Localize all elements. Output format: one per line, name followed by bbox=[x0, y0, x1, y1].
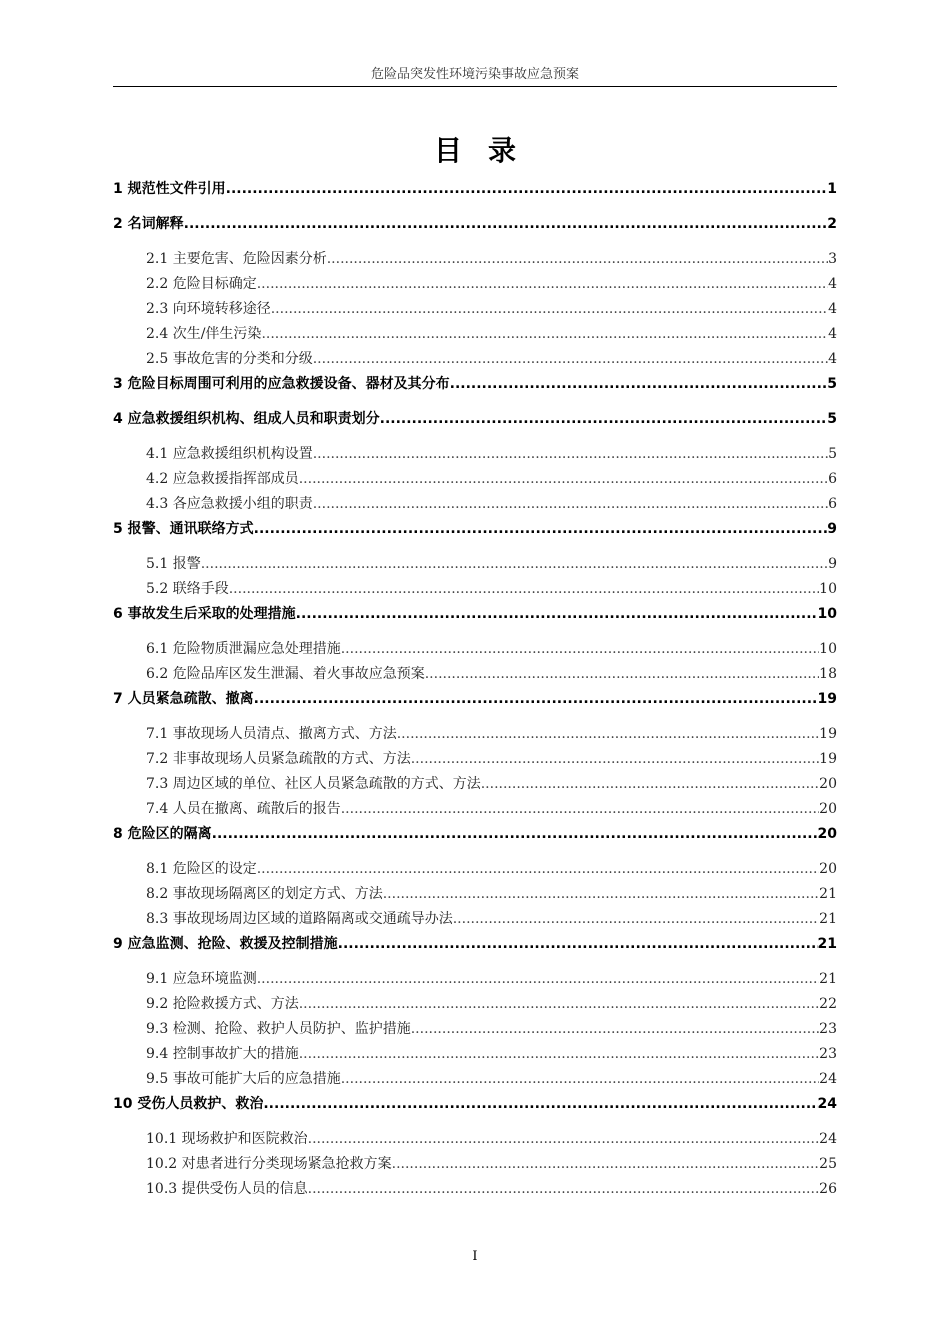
toc-entry-label: 10.2 对患者进行分类现场紧急抢救方案 bbox=[146, 1156, 392, 1172]
toc-entry[interactable] bbox=[146, 468, 837, 490]
toc-dot-leader bbox=[327, 248, 828, 270]
toc-entry-page: 20 bbox=[819, 776, 837, 792]
toc-dot-leader bbox=[226, 178, 828, 200]
toc-entry-page: 9 bbox=[828, 556, 837, 572]
page-number: I bbox=[472, 1249, 478, 1264]
toc-entry-page: 4 bbox=[828, 301, 837, 317]
toc-entry[interactable] bbox=[146, 443, 837, 465]
toc-entry[interactable] bbox=[146, 1018, 837, 1040]
toc-entry-label: 9.2 抢险救援方式、方法 bbox=[146, 996, 299, 1012]
toc-dot-leader bbox=[341, 798, 819, 820]
toc-dot-leader bbox=[271, 298, 828, 320]
toc-dot-leader bbox=[254, 688, 818, 710]
toc-dot-leader bbox=[453, 908, 819, 930]
toc-entry-label: 10 受伤人员救护、救治 bbox=[113, 1096, 264, 1112]
toc-entry[interactable] bbox=[113, 1093, 837, 1115]
toc-entry-page: 23 bbox=[819, 1021, 837, 1037]
toc-entry[interactable] bbox=[146, 798, 837, 820]
toc-entry[interactable] bbox=[146, 1068, 837, 1090]
toc-entry-page: 23 bbox=[819, 1046, 837, 1062]
toc-entry[interactable] bbox=[146, 908, 837, 930]
toc-dot-leader bbox=[481, 773, 819, 795]
toc-entry-page: 22 bbox=[819, 996, 837, 1012]
toc-entry-label: 7.3 周边区域的单位、社区人员紧急疏散的方式、方法 bbox=[146, 776, 481, 792]
toc-dot-leader bbox=[380, 408, 828, 430]
toc-dot-leader bbox=[299, 468, 828, 490]
toc-entry-label: 2.1 主要危害、危险因素分析 bbox=[146, 251, 327, 267]
toc-entry-page: 26 bbox=[819, 1181, 837, 1197]
toc-entry-label: 7.1 事故现场人员清点、撤离方式、方法 bbox=[146, 726, 397, 742]
toc-entry-label: 2.2 危险目标确定 bbox=[146, 276, 257, 292]
toc-entry[interactable] bbox=[146, 493, 837, 515]
toc-entry-label: 7 人员紧急疏散、撤离 bbox=[113, 691, 254, 707]
toc-entry-label: 9.1 应急环境监测 bbox=[146, 971, 257, 987]
toc-entry[interactable] bbox=[146, 883, 837, 905]
toc-entry-label: 9 应急监测、抢险、救援及控制措施 bbox=[113, 936, 338, 952]
toc-entry[interactable] bbox=[146, 773, 837, 795]
toc-entry[interactable] bbox=[146, 1153, 837, 1175]
toc-entry-label: 2.4 次生/伴生污染 bbox=[146, 326, 262, 342]
toc-dot-leader bbox=[299, 993, 819, 1015]
toc-entry[interactable] bbox=[146, 663, 837, 685]
toc-entry[interactable] bbox=[113, 518, 837, 540]
toc-dot-leader bbox=[229, 578, 819, 600]
toc-entry[interactable] bbox=[146, 348, 837, 370]
toc-title: 目录 bbox=[433, 134, 542, 167]
toc-entry[interactable] bbox=[146, 553, 837, 575]
toc-entry[interactable] bbox=[146, 1128, 837, 1150]
toc-entry-label: 10.3 提供受伤人员的信息 bbox=[146, 1181, 308, 1197]
toc-entry-label: 4 应急救援组织机构、组成人员和职责划分 bbox=[113, 411, 380, 427]
toc-dot-leader bbox=[257, 968, 819, 990]
toc-entry-label: 2.5 事故危害的分类和分级 bbox=[146, 351, 313, 367]
toc-dot-leader bbox=[341, 638, 819, 660]
toc-entry[interactable] bbox=[146, 248, 837, 270]
table-of-contents bbox=[113, 0, 837, 1344]
toc-entry-page: 3 bbox=[828, 251, 837, 267]
toc-entry[interactable] bbox=[113, 603, 837, 625]
toc-entry-page: 21 bbox=[819, 971, 837, 987]
toc-entry[interactable] bbox=[113, 823, 837, 845]
toc-entry[interactable] bbox=[146, 1043, 837, 1065]
toc-entry-page: 20 bbox=[819, 801, 837, 817]
toc-entry[interactable] bbox=[113, 688, 837, 710]
toc-dot-leader bbox=[392, 1153, 820, 1175]
toc-entry-label: 3 危险目标周围可利用的应急救援设备、器材及其分布 bbox=[113, 376, 450, 392]
toc-entry-page: 6 bbox=[828, 496, 837, 512]
toc-entry-label: 5.1 报警 bbox=[146, 556, 201, 572]
toc-dot-leader bbox=[383, 883, 819, 905]
toc-dot-leader bbox=[257, 273, 828, 295]
toc-entry-label: 9.4 控制事故扩大的措施 bbox=[146, 1046, 299, 1062]
toc-dot-leader bbox=[257, 858, 819, 880]
toc-entry-label: 5 报警、通讯联络方式 bbox=[113, 521, 254, 537]
toc-entry-page: 20 bbox=[819, 861, 837, 877]
toc-entry-label: 4.3 各应急救援小组的职责 bbox=[146, 496, 313, 512]
toc-entry-label: 4.2 应急救援指挥部成员 bbox=[146, 471, 299, 487]
toc-entry[interactable] bbox=[113, 408, 837, 430]
toc-dot-leader bbox=[308, 1178, 820, 1200]
toc-dot-leader bbox=[308, 1128, 820, 1150]
toc-dot-leader bbox=[201, 553, 828, 575]
toc-entry[interactable] bbox=[146, 993, 837, 1015]
toc-entry[interactable] bbox=[146, 748, 837, 770]
toc-entry-label: 8.1 危险区的设定 bbox=[146, 861, 257, 877]
toc-entry-label: 7.4 人员在撤离、疏散后的报告 bbox=[146, 801, 341, 817]
toc-entry-page: 19 bbox=[819, 726, 837, 742]
toc-entry[interactable] bbox=[113, 213, 837, 235]
toc-entry-label: 7.2 非事故现场人员紧急疏散的方式、方法 bbox=[146, 751, 411, 767]
toc-entry[interactable] bbox=[146, 968, 837, 990]
toc-entry-page: 10 bbox=[819, 581, 837, 597]
toc-entry[interactable] bbox=[146, 298, 837, 320]
toc-dot-leader bbox=[411, 748, 819, 770]
toc-entry-label: 8 危险区的隔离 bbox=[113, 826, 212, 842]
toc-entry[interactable] bbox=[146, 1178, 837, 1200]
toc-entry-page: 5 bbox=[828, 446, 837, 462]
toc-entry-label: 9.3 检测、抢险、救护人员防护、监护措施 bbox=[146, 1021, 411, 1037]
toc-entry-page: 24 bbox=[819, 1131, 837, 1147]
toc-entry-page: 10 bbox=[819, 641, 837, 657]
toc-entry[interactable] bbox=[146, 638, 837, 660]
toc-dot-leader bbox=[425, 663, 819, 685]
toc-entry[interactable] bbox=[113, 178, 837, 200]
toc-entry-page: 2 bbox=[827, 216, 837, 232]
toc-entry-page: 4 bbox=[828, 326, 837, 342]
toc-entry-page: 4 bbox=[828, 276, 837, 292]
toc-entry-page: 5 bbox=[827, 376, 837, 392]
toc-entry-label: 5.2 联络手段 bbox=[146, 581, 229, 597]
toc-dot-leader bbox=[254, 518, 828, 540]
toc-dot-leader bbox=[450, 373, 828, 395]
toc-entry-page: 5 bbox=[827, 411, 837, 427]
toc-dot-leader bbox=[212, 823, 818, 845]
toc-entry-label: 9.5 事故可能扩大后的应急措施 bbox=[146, 1071, 341, 1087]
toc-entry-label: 6.2 危险品库区发生泄漏、着火事故应急预案 bbox=[146, 666, 425, 682]
toc-entry-page: 21 bbox=[819, 886, 837, 902]
toc-entry-label: 6 事故发生后采取的处理措施 bbox=[113, 606, 296, 622]
toc-dot-leader bbox=[341, 1068, 819, 1090]
toc-entry[interactable] bbox=[113, 933, 837, 955]
toc-dot-leader bbox=[184, 213, 828, 235]
toc-entry[interactable] bbox=[146, 323, 837, 345]
toc-entry-page: 19 bbox=[819, 751, 837, 767]
toc-entry-page: 20 bbox=[817, 826, 837, 842]
toc-dot-leader bbox=[313, 348, 828, 370]
toc-dot-leader bbox=[299, 1043, 819, 1065]
toc-dot-leader bbox=[263, 1093, 817, 1115]
toc-dot-leader bbox=[313, 493, 828, 515]
toc-entry-label: 2 名词解释 bbox=[113, 216, 184, 232]
toc-entry-page: 24 bbox=[817, 1096, 837, 1112]
toc-entry-label: 8.2 事故现场隔离区的划定方式、方法 bbox=[146, 886, 383, 902]
toc-dot-leader bbox=[411, 1018, 819, 1040]
toc-dot-leader bbox=[338, 933, 818, 955]
toc-entry-page: 1 bbox=[827, 181, 837, 197]
toc-entry-label: 2.3 向环境转移途径 bbox=[146, 301, 271, 317]
toc-entry[interactable] bbox=[146, 578, 837, 600]
toc-entry-page: 19 bbox=[817, 691, 837, 707]
toc-entry-page: 21 bbox=[819, 911, 837, 927]
toc-dot-leader bbox=[296, 603, 818, 625]
toc-entry-page: 4 bbox=[828, 351, 837, 367]
page-header-title: 危险品突发性环境污染事故应急预案 bbox=[370, 67, 579, 82]
toc-entry[interactable] bbox=[146, 723, 837, 745]
toc-entry-label: 4.1 应急救援组织机构设置 bbox=[146, 446, 313, 462]
toc-entry-page: 6 bbox=[828, 471, 837, 487]
toc-entry-page: 10 bbox=[817, 606, 837, 622]
toc-entry-label: 8.3 事故现场周边区域的道路隔离或交通疏导办法 bbox=[146, 911, 453, 927]
toc-dot-leader bbox=[261, 323, 828, 345]
toc-entry-page: 9 bbox=[827, 521, 837, 537]
toc-entry-page: 18 bbox=[819, 666, 837, 682]
toc-entry-label: 6.1 危险物质泄漏应急处理措施 bbox=[146, 641, 341, 657]
toc-entry[interactable] bbox=[113, 373, 837, 395]
toc-entry-page: 24 bbox=[819, 1071, 837, 1087]
toc-entry-page: 21 bbox=[817, 936, 837, 952]
toc-dot-leader bbox=[397, 723, 819, 745]
toc-entry[interactable] bbox=[146, 858, 837, 880]
toc-entry-label: 10.1 现场救护和医院救治 bbox=[146, 1131, 308, 1147]
toc-entry-page: 25 bbox=[819, 1156, 837, 1172]
toc-entry[interactable] bbox=[146, 273, 837, 295]
toc-entry-label: 1 规范性文件引用 bbox=[113, 181, 226, 197]
toc-dot-leader bbox=[313, 443, 828, 465]
